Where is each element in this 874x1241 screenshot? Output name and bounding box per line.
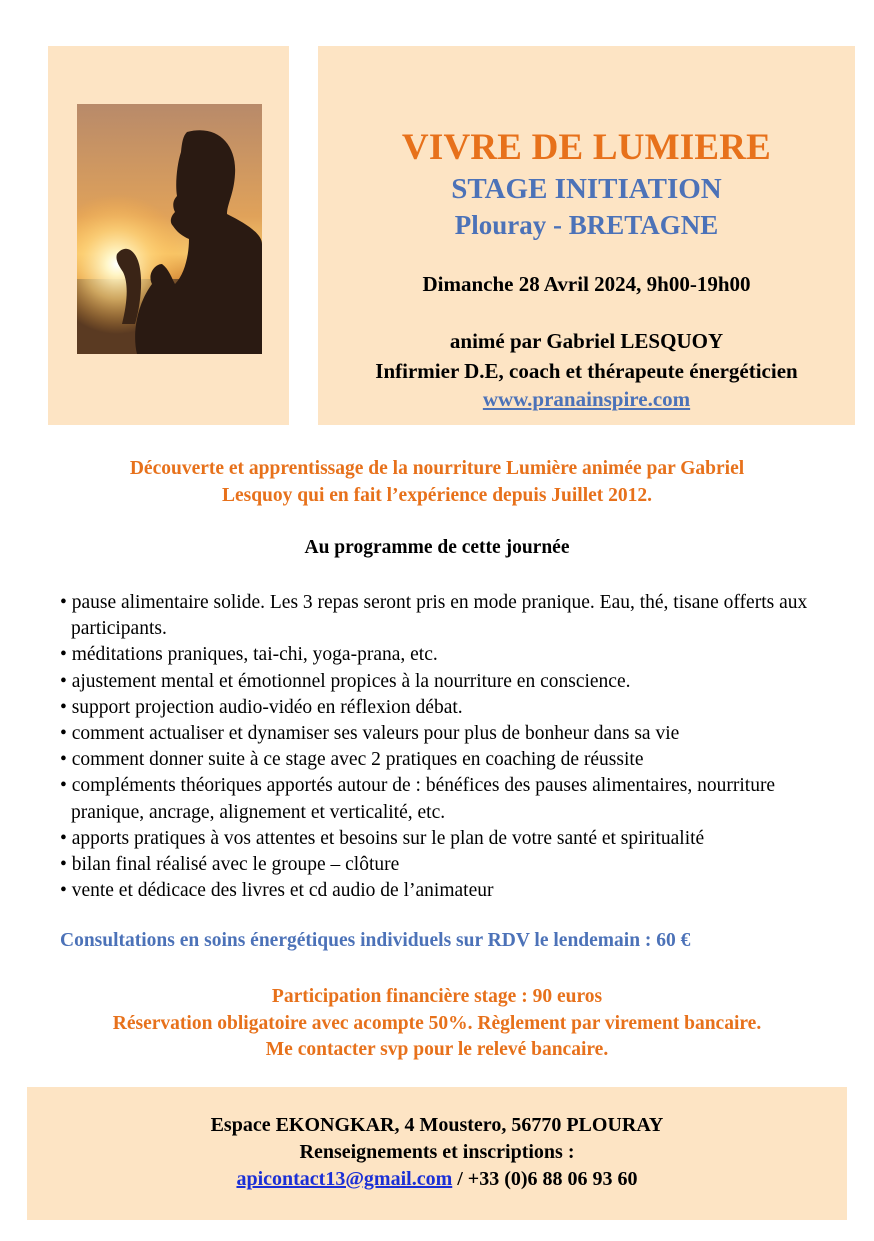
intro-text <box>0 455 874 509</box>
event-animator: animé par Gabriel LESQUOY <box>449 329 724 353</box>
program-item: • vente et dédicace des livres et cd audio de l’animateur <box>60 880 494 902</box>
pricing-info <box>0 984 874 1064</box>
photo-panel <box>48 46 289 425</box>
event-date: Dimanche 28 Avril 2024, 9h00-19h00 <box>422 272 751 296</box>
program-item: • compléments théoriques apportés autour de : bénéfices des pauses alimentaires, nourriture pranique, ancrage, alignement et verticalité, etc. <box>60 775 776 823</box>
event-title: VIVRE DE LUMIERE <box>401 127 772 168</box>
program-item: • apports pratiques à vos attentes et besoins sur le plan de votre santé et spiritualité <box>60 827 705 849</box>
contact-line <box>27 1168 847 1191</box>
consultations-note: Consultations en soins énergétiques individuels sur RDV le lendemain : 60 € <box>60 930 691 951</box>
website-link[interactable]: www.pranainspire.com <box>482 387 691 411</box>
program-item: • ajustement mental et émotionnel propices à la nourriture en conscience. <box>60 670 631 692</box>
header-panel <box>318 46 855 425</box>
event-location: Plouray - BRETAGNE <box>454 210 719 240</box>
email-link[interactable]: apicontact13@gmail.com <box>236 1168 453 1190</box>
program-item: • comment actualiser et dynamiser ses valeurs pour plus de bonheur dans sa vie <box>60 723 680 745</box>
pricing-line-1: Participation financière stage : 90 euros <box>271 986 603 1007</box>
venue-address: Espace EKONGKAR, 4 Moustero, 56770 PLOURAY <box>210 1114 664 1136</box>
footer-panel <box>27 1087 847 1220</box>
program-item: • pause alimentaire solide. Les 3 repas seront pris en mode pranique. Eau, thé, tisane offerts aux participants. <box>60 592 808 640</box>
pricing-line-3: Me contacter svp pour le relevé bancaire. <box>265 1039 609 1060</box>
intro-line-2: Lesquoy qui en fait l’expérience depuis Juillet 2012. <box>221 485 653 506</box>
sunset-silhouette-photo <box>77 104 262 354</box>
program-item: • méditations praniques, tai-chi, yoga-prana, etc. <box>60 644 438 666</box>
program-item: • support projection audio-vidéo en réflexion débat. <box>60 696 463 718</box>
animator-role: Infirmier D.E, coach et thérapeute énergéticien <box>375 359 798 383</box>
program-heading: Au programme de cette journée <box>304 537 570 558</box>
program-list <box>60 590 850 904</box>
intro-line-1: Découverte et apprentissage de la nourriture Lumière animée par Gabriel <box>129 458 745 479</box>
registration-label: Renseignements et inscriptions : <box>299 1141 575 1163</box>
program-item: • comment donner suite à ce stage avec 2 pratiques en coaching de réussite <box>60 749 644 771</box>
pricing-line-2: Réservation obligatoire avec acompte 50%. Règlement par virement bancaire. <box>112 1012 762 1034</box>
event-subtitle: STAGE INITIATION <box>451 173 722 205</box>
program-item: • bilan final réalisé avec le groupe – clôture <box>60 854 400 876</box>
phone-number: / +33 (0)6 88 06 93 60 <box>452 1168 638 1190</box>
